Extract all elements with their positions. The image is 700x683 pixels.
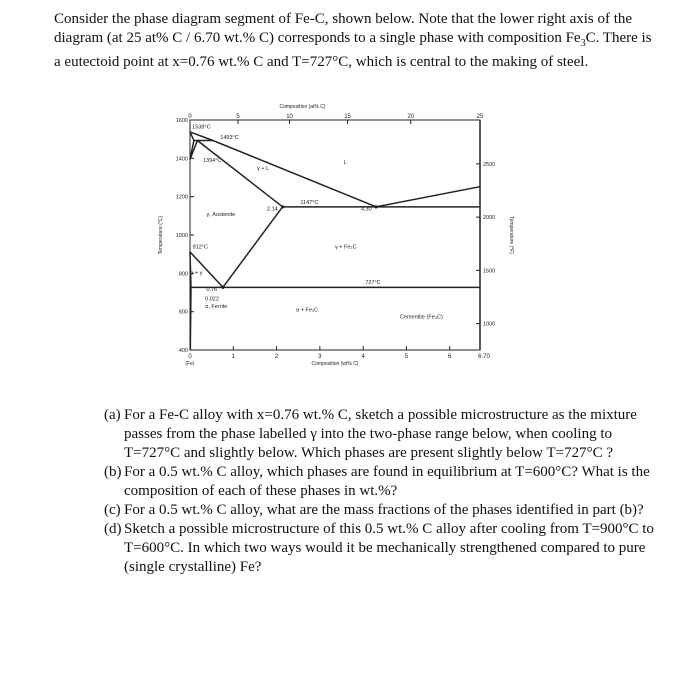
annotation: γ + L <box>257 165 270 172</box>
y-tick-label: 400 <box>178 348 188 354</box>
top-axis-title: Composition (at% C) <box>279 104 326 110</box>
intro-text-part2: C. There is a eutectoid point at x=0.76 wt.% C and T=727°C, which is central to the making of steel. <box>54 30 652 70</box>
x-tick-label: 5 <box>404 354 409 360</box>
annotation: 2.14 <box>267 206 278 213</box>
x-tick-label: 4 <box>361 354 365 360</box>
annotation: 1493°C <box>220 135 239 142</box>
annotation: Cementite (Fe₃C) <box>399 314 443 321</box>
curve-solvus <box>190 287 191 350</box>
x-tick-label: 3 <box>318 354 322 360</box>
top-tick-label: 15 <box>344 114 351 120</box>
top-tick-label: 20 <box>407 114 415 120</box>
right-tick-label: 1000 <box>483 321 496 328</box>
annotation: 727°C <box>365 279 381 286</box>
annotation: 0.76 <box>206 286 218 293</box>
top-tick-label: 5 <box>236 114 240 120</box>
question-d-letter: (d) <box>104 521 122 537</box>
y-axis-title: Temperature (°C) <box>158 215 164 255</box>
problem-intro <box>54 10 654 72</box>
annotation: α, Ferrite <box>205 303 228 310</box>
intro-text-part1: Consider the phase diagram segment of Fe-C, shown below. Note that the lower right axis of the diagram (at 25 at% C / 6.70 wt.% C) corresponds to a single phase with composition Fe <box>54 11 633 46</box>
annotation: γ, Austenite <box>206 211 236 218</box>
question-d <box>104 520 656 577</box>
right-tick-label: 2500 <box>483 161 496 168</box>
y-tick-label: 1600 <box>175 118 188 124</box>
right-tick-label: 2000 <box>483 215 496 222</box>
x-axis-title: Composition (wt% C) <box>311 361 359 367</box>
y-tick-label: 1200 <box>175 194 188 201</box>
question-a-text: For a Fe-C alloy with x=0.76 wt.% C, sketch a possible microstructure as the mixture passes from the phase labelled γ into the two-phase range below, when cooling to T=727°C and slightly below. Which phases are present slightly below T=727°C ? <box>124 407 637 461</box>
curve-liquidus-left <box>190 132 376 207</box>
y-tick-label: 600 <box>178 309 188 316</box>
question-c <box>104 501 656 520</box>
y-tick-label: 1000 <box>175 233 188 239</box>
question-d-text: Sketch a possible microstructure of this 0.5 wt.% C alloy after cooling from T=900°C to T=600°C. In which two ways would it be mechanically strengthened compared to pure (single crystalline) Fe? <box>124 521 654 575</box>
curve-solidus <box>197 141 282 207</box>
intro-subscript: 3 <box>580 38 586 49</box>
annotation: α + γ <box>190 270 203 277</box>
y2-axis-title: Temperature (°F) <box>508 216 514 254</box>
annotation: γ + Fe₃C <box>335 244 357 251</box>
annotation: 1538°C <box>192 124 211 131</box>
annotation: 0.022 <box>205 296 219 303</box>
annotation: L <box>343 160 347 167</box>
right-tick-label: 1500 <box>483 268 496 275</box>
question-b-text: For a 0.5 wt.% C alloy, which phases are found in equilibrium at T=600°C? What is the composition of each of these phases in wt.%? <box>124 464 650 499</box>
question-c-letter: (c) <box>104 502 121 518</box>
question-a-letter: (a) <box>104 407 121 423</box>
question-c-text: For a 0.5 wt.% C alloy, what are the mass fractions of the phases identified in part (b)? <box>124 502 644 518</box>
question-list <box>104 406 656 577</box>
question-b-letter: (b) <box>104 464 122 480</box>
top-tick-label: 25 <box>476 114 484 120</box>
annotation: 4.30 <box>360 206 372 213</box>
phase-diagram-figure <box>150 100 550 380</box>
annotation: 912°C <box>192 244 208 251</box>
question-b <box>104 463 656 501</box>
y-tick-label: 800 <box>178 271 188 278</box>
curve-acm <box>223 207 283 287</box>
top-tick-label: 0 <box>188 114 192 120</box>
annotation: 1147°C <box>300 199 319 206</box>
x-end-label: 6.70 <box>478 354 490 360</box>
invariant-point <box>281 205 284 208</box>
question-a <box>104 406 656 463</box>
top-tick-label: 10 <box>286 114 293 120</box>
x-origin-note: (Fe) <box>185 361 195 367</box>
x-tick-label: 1 <box>231 354 235 360</box>
x-tick-label: 6 <box>448 354 452 360</box>
annotation: α + Fe₃C <box>296 307 319 314</box>
annotation: 1394°C <box>202 158 222 165</box>
curve-liquidus-right <box>376 187 480 207</box>
y-tick-label: 1400 <box>175 156 188 163</box>
invariant-point <box>375 205 378 208</box>
invariant-point <box>221 286 224 289</box>
phase-diagram-chart <box>150 100 550 380</box>
x-tick-label: 0 <box>188 354 192 360</box>
x-tick-label: 2 <box>274 354 279 360</box>
